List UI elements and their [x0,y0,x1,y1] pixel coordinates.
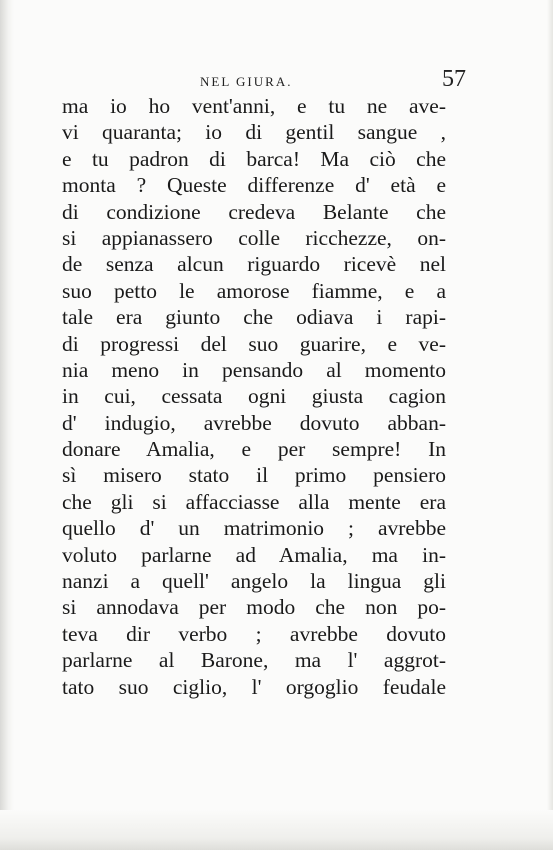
scan-edge-bottom [0,810,553,850]
text-line: nia meno in pensando al momento [62,357,446,382]
text-line: quello d' un matrimonio ; avrebbe [62,516,446,541]
text-line: nanzi a quell' angelo la lingua gli [62,569,446,594]
scan-edge-right [547,0,553,850]
text-line: tato suo ciglio, l' orgoglio feudale [62,674,446,699]
text-line: voluto parlarne ad Amalia, ma in- [62,542,446,567]
body-text [62,93,446,700]
text-line: vi quaranta; io di gentil sangue , [62,120,446,145]
text-line: teva dir verbo ; avrebbe dovuto [62,621,446,646]
text-line: tale era giunto che odiava i rapi- [62,305,446,330]
text-line: ma io ho vent'anni, e tu ne ave- [62,94,446,118]
text-line: suo petto le amorose fiamme, e a [62,278,446,303]
text-line: si annodava per modo che non po- [62,595,446,620]
text-line: d' indugio, avrebbe dovuto abban- [62,410,446,435]
text-line: di progressi del suo guarire, e ve- [62,331,446,356]
text-line: e tu padron di barca! Ma ciò che [62,146,446,171]
text-line: monta ? Queste differenze d' età e [62,173,446,198]
running-title: NEL GIURA. [200,74,293,89]
text-line: di condizione credeva Belante che [62,199,446,224]
text-line: de senza alcun riguardo ricevè nel [62,252,446,277]
text-line: parlarne al Barone, ma l' aggrot- [62,648,446,673]
text-line: in cui, cessata ogni giusta cagion [62,384,446,409]
text-line: che gli si affacciasse alla mente era [62,489,446,514]
text-line: donare Amalia, e per sempre! In [62,437,446,462]
page-number: 57 [442,66,466,92]
text-line: sì misero stato il primo pensiero [62,463,446,488]
scan-edge-left [0,0,14,850]
text-line: si appianassero colle ricchezze, on- [62,225,446,250]
